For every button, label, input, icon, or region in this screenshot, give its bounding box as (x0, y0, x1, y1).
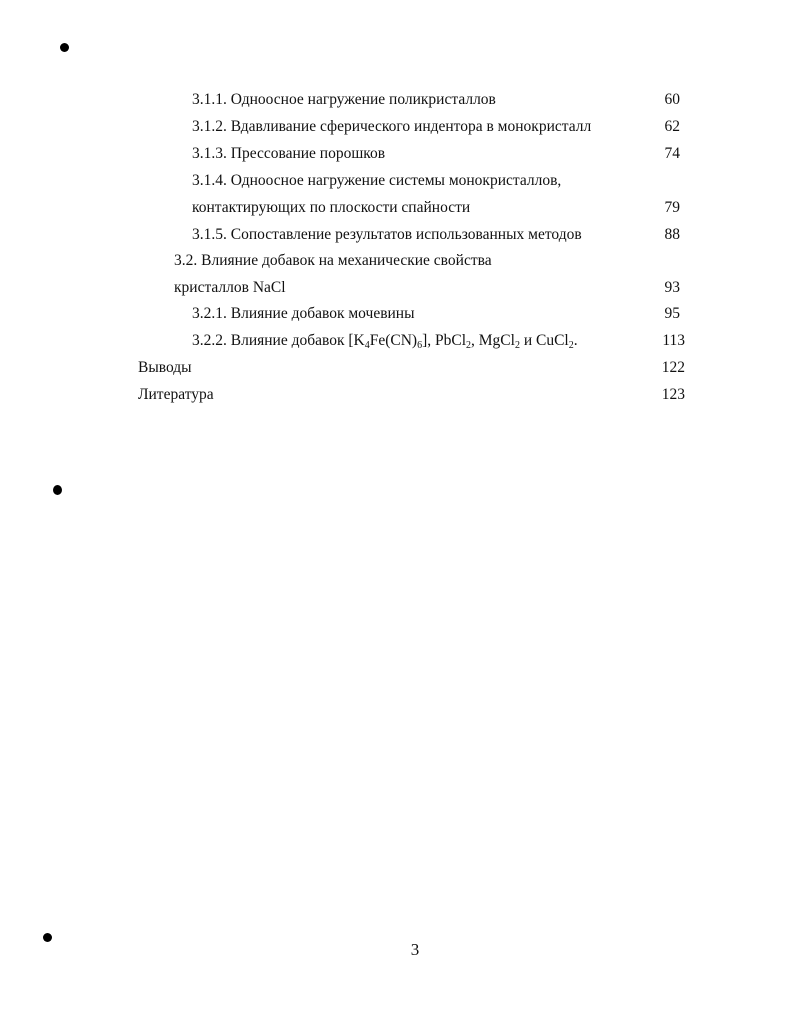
toc-entry-conclusions: Выводы (138, 359, 192, 376)
toc-entry-number: 3.2. (174, 252, 198, 269)
toc-entry-number: 3.1.1. (192, 91, 227, 108)
punch-hole-top (60, 43, 69, 52)
toc-entry-number: 3.1.4. (192, 172, 227, 189)
toc-entry-3-2-1 (192, 305, 415, 323)
toc-entry-3-1-5 (192, 226, 582, 244)
toc-entry-3-1-2 (192, 118, 591, 136)
toc-entry-title: Влияние добавок $[K_4Fe(CN)_6]$, PbCl$_2$, MgCl$_2$ и CuCl$_2$. (230, 332, 578, 351)
toc-entry-page: 123 (661, 386, 685, 403)
toc-entry-page: 79 (664, 199, 680, 216)
toc-entry-page: 122 (661, 359, 685, 376)
toc-entry-page: 62 (664, 118, 680, 135)
toc-entry-number: 3.1.3. (192, 145, 227, 162)
toc-entry-number: 3.1.5. (192, 226, 227, 243)
toc-entry-3-1-3 (192, 145, 385, 163)
toc-entry-page: 93 (664, 279, 680, 296)
toc-entry-number: 3.2.1. (192, 305, 227, 322)
toc-entry-continuation: кристаллов NaCl (174, 279, 286, 296)
toc-entry-page: 74 (664, 145, 680, 162)
toc-entry-page: 88 (664, 226, 680, 243)
page-number: 3 (410, 940, 420, 959)
toc-entry-page: 113 (662, 332, 685, 349)
punch-hole-bottom (43, 933, 52, 942)
punch-hole-middle (53, 485, 62, 495)
toc-entry-title: Одноосное нагружение системы монокристаллов, (230, 172, 562, 189)
toc-entry-continuation: контактирующих по плоскости спайности (192, 199, 471, 216)
toc-entry-title: Влияние добавок на механические свойства (201, 252, 492, 269)
toc-entry-number: 3.2.2. (192, 332, 227, 349)
toc-entry-page: 60 (664, 91, 680, 108)
toc-entry-title: Влияние добавок мочевины (230, 305, 415, 322)
toc-entry-title: Прессование порошков (230, 145, 386, 162)
toc-entry-3-2-2 (192, 332, 578, 350)
toc-entry-3-2 (174, 252, 492, 270)
toc-entry-title: Вдавливание сферического индентора в монокристалл (230, 118, 592, 135)
toc-entry-3-1-4 (192, 172, 561, 190)
toc-entry-title: Сопоставление результатов использованных методов (230, 226, 582, 243)
toc-entry-number: 3.1.2. (192, 118, 227, 135)
toc-entry-page: 95 (664, 305, 680, 322)
toc-entry-references: Литература (138, 386, 214, 403)
toc-entry-3-1-1 (192, 91, 496, 109)
toc-entry-title: Одноосное нагружение поликристаллов (230, 91, 496, 108)
